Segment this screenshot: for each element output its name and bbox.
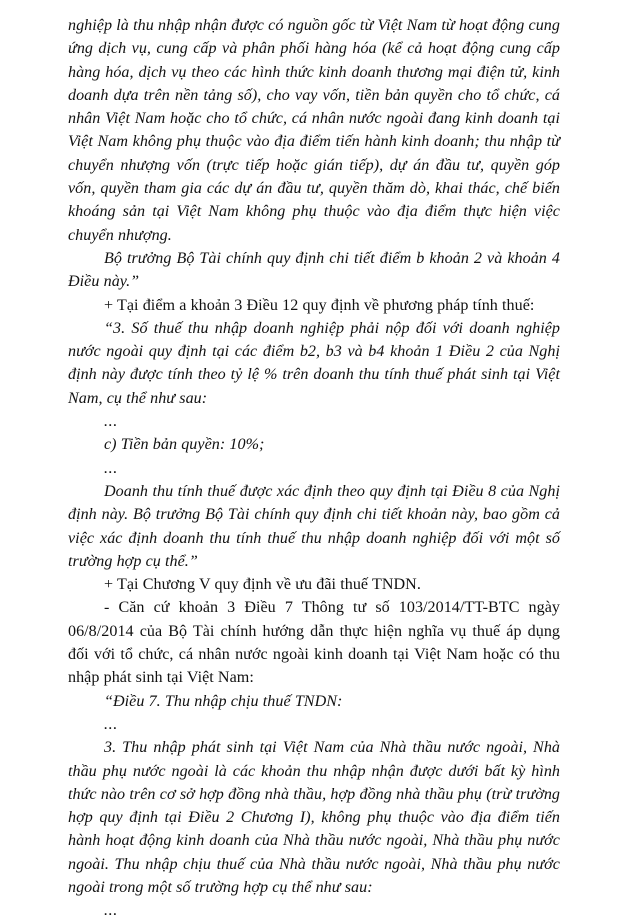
paragraph-taxable-revenue-determination: Doanh thu tính thuế được xác định theo quy định tại Điều 8 của Nghị định này. Bộ trưởng Bộ Tài chính quy định chi tiết khoản này, bao gồm cả việc xác định doanh thu tính thuế thu nhập doanh nghiệp đối với một số trường hợp cụ thể.”	[68, 482, 560, 570]
paragraph-item-c-royalty-rate: c) Tiền bản quyền: 10%;	[104, 436, 265, 454]
document-text-body	[68, 14, 560, 923]
paragraph-reference-point-a-clause-3-article-12: + Tại điểm a khoản 3 Điều 12 quy định về phương pháp tính thuế:	[104, 296, 535, 314]
paragraph-continuation-taxable-income-definition: nghiệp là thu nhập nhận được có nguồn gốc từ Việt Nam từ hoạt động cung ứng dịch vụ, cung cấp và phân phối hàng hóa (kể cả hoạt động cung cấp hàng hóa, dịch vụ theo các hình thức kinh doanh thương mại điện tử, kinh doanh dựa trên nền tảng số), cho vay vốn, tiền bản quyền cho tổ chức, cá nhân Việt Nam hoặc cho tổ chức, cá nhân nước ngoài đang kinh doanh tại Việt Nam không phụ thuộc vào địa điểm tiến hành kinh doanh; thu nhập từ chuyển nhượng vốn (trực tiếp hoặc gián tiếp), dự án đầu tư, quyền góp vốn, quyền tham gia các dự án đầu tư, quyền thăm dò, khai thác, chế biến khoáng sản tại Việt Nam không phụ thuộc vào địa điểm thực hiện việc chuyển nhượng.	[68, 17, 560, 244]
paragraph-ministry-of-finance-detail-clause: Bộ trưởng Bộ Tài chính quy định chi tiết điểm b khoản 2 và khoản 4 Điều này.”	[68, 249, 560, 291]
ellipsis-marker-1: ...	[104, 413, 118, 431]
paragraph-quote-clause-3-cit-payable: “3. Số thuế thu nhập doanh nghiệp phải nộp đối với doanh nghiệp nước ngoài quy định tại các điểm b2, b3 và b4 khoản 1 Điều 2 của Nghị định này được tính theo tỷ lệ % trên doanh thu tính thuế phát sinh tại Việt Nam, cụ thể như sau:	[68, 319, 560, 407]
paragraph-clause-3-foreign-contractor-income: 3. Thu nhập phát sinh tại Việt Nam của Nhà thầu nước ngoài, Nhà thầu phụ nước ngoài là các khoản thu nhập nhận được dưới bất kỳ hình thức nào trên cơ sở hợp đồng nhà thầu, hợp đồng nhà thầu phụ (trừ trường hợp quy định tại Điều 2 Chương I), không phụ thuộc vào địa điểm tiến hành hoạt động kinh doanh của Nhà thầu nước ngoài, Nhà thầu phụ nước ngoài. Thu nhập chịu thuế của Nhà thầu nước ngoài, Nhà thầu phụ nước ngoài trong một số trường hợp cụ thể như sau:	[68, 739, 560, 896]
paragraph-quote-article-7-heading: “Điều 7. Thu nhập chịu thuế TNDN:	[104, 692, 343, 710]
paragraph-basis-circular-103-2014-tt-btc: - Căn cứ khoản 3 Điều 7 Thông tư số 103/2014/TT-BTC ngày 06/8/2014 của Bộ Tài chính hướng dẫn thực hiện nghĩa vụ thuế áp dụng đối với tổ chức, cá nhân nước ngoài kinh doanh tại Việt Nam hoặc có thu nhập phát sinh tại Việt Nam:	[68, 599, 560, 687]
ellipsis-marker-4: ...	[104, 902, 118, 920]
ellipsis-marker-2: ...	[104, 459, 118, 477]
paragraph-reference-chapter-v-cit-incentives: + Tại Chương V quy định về ưu đãi thuế TNDN.	[104, 576, 421, 594]
ellipsis-marker-3: ...	[104, 715, 118, 733]
